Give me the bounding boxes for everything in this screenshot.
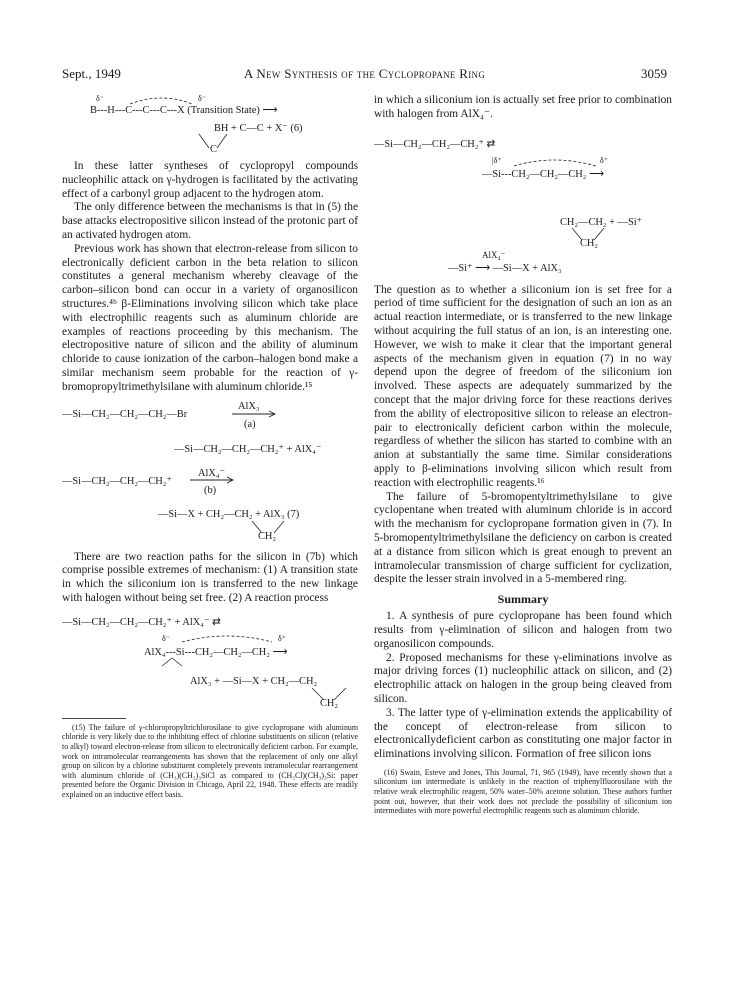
eq6-products: BH + C—C + X⁻ (6)	[214, 123, 303, 134]
eq7b-product: —Si—X + CH₂—CH₂ + AlX₃ (7)	[158, 508, 300, 520]
paragraph: in which a siliconium ion is actually set free prior to combination with halogen from AlX₄⁻.	[374, 94, 672, 120]
eq7b-reactant: —Si—CH₂—CH₂—CH₂⁺	[62, 475, 172, 487]
eq6-partial-charge-1: δ⁻	[96, 94, 104, 103]
eq7a-reagent: AlX₃	[238, 400, 260, 412]
eq6-partial-charge-2: δ⁻	[198, 94, 206, 103]
eq-siliconium-ring-ch2: CH₂	[580, 237, 599, 249]
eq-siliconium-line1: —Si—CH₂—CH₂—CH₂⁺ ⇄	[374, 138, 496, 150]
footnote-16: (16) Swain, Esteve and Jones, This Journal, 71, 965 (1949), have recently shown that a siliconium ion intermediate is unlikely in the reaction of triphenylfluorosilane with the relative weak electrophilic reagent, 50% water–50% acetone solution. These authors further point out, however, that their work does not preclude the possibility of siliconium ion intermediates with more powerful electrophilic reagents such as aluminum chloride.	[374, 767, 672, 816]
left-column	[62, 94, 358, 799]
equation-6	[62, 94, 358, 158]
paragraph: Previous work has shown that electron-release from silicon to electronically deficient carbon in the beta relation to silicon constitutes a general mechanism whereby cleavage of the carbon–silicon bond can occur in a variety of organosilicon structures.⁴ᵇ β-Eliminations involving silicon which take place with electrophilic reagents such as aluminum chloride are examples of reactions proceeding by this mechanism. The electropositive nature of silicon and the ability of aluminum chloride to cause ionization of the carbon–halogen bond make a similar mechanism seem probable for the reaction of γ-bromopropyltrimethylsilane with aluminum chloride.¹⁵	[62, 242, 358, 393]
eq6-transition-state: B---H---C---C---C---X (Transition State) ⟶	[90, 105, 278, 116]
paragraph: The only difference between the mechanisms is that in (5) the base attacks electropositive silicon instead of the protonic part of an activated hydrogen atom.	[62, 201, 358, 241]
eq-siliconium-line2: —Si---CH₂—CH₂—CH₂ ⟶	[482, 168, 604, 180]
eq6-ring-carbon: C	[210, 144, 217, 155]
eq-leveling-delta-minus: δ⁻	[162, 633, 170, 643]
eq7a-label: (a)	[244, 418, 256, 430]
eq7b-ring-ch2: CH₂	[258, 530, 277, 542]
footnote-15: (15) The failure of γ-chloropropyltrichlorosilane to give cyclopropane with aluminum chloride is very likely due to the inhibiting effect of chlorine substituents on silicon (relative to alkyl) toward electron-release from silicon to electronically deficient carbon. For example, work on intramolecular rearrangements has shown that the replacement of only one alkyl group on silicon by a chlorine substituent completely prevents intramolecular rearrangement with aluminum chloride of (CH₃)(CH₂)₃SiCl as compared to (CH₃Cl)(CH₃)₃Si: paper presented before the Organic Division in Chicago, April 22, 1948. These effects are readily explained on an inductive effect basis.	[62, 722, 358, 799]
paragraph: The question as to whether a siliconium ion is set free for a period of time sufficient for the designation of such an ion as an actual reaction intermediate, or is transferred to the new linkage without acquiring the full status of an ion, is an interesting one. However, we wish to make it clear that the important general aspects of the mechanism given in equation (7) in no way depend upon the degree of freedom of the siliconium ion involved. These aspects are adequately summarized by the concept that the major driving force for these reactions derives from the ability of electropositive silicon to release an electron-pair to electronically deficient carbon within the molecule, regardless of whether the silicon has started to combine with an anion at substantially the same time. Similar considerations apply to β-eliminations involving silicon which result from reaction with electrophilic reagents.¹⁶	[374, 283, 672, 489]
eq-leveling-line1: —Si—CH₂—CH₂—CH₂⁺ + AlX₄⁻ ⇄	[62, 616, 221, 628]
summary-item-1: 1. A synthesis of pure cyclopropane has been found which results from γ-elimination of silicon and halogen from two organosilicon compounds.	[374, 610, 672, 650]
eq-siliconium-line4: —Si⁺ ⟶ —Si—X + AlX₃	[448, 262, 562, 274]
paragraph: In these latter syntheses of cyclopropyl compounds nucleophilic attack on γ-hydrogen is facilitated by the activating effect of a carbonyl group adjacent to the hydrogen atom.	[62, 160, 358, 200]
eq7b-reagent: AlX₄⁻	[198, 467, 226, 479]
paragraph: The failure of 5-bromopentyltrimethylsilane to give cyclopentane when treated with aluminum chloride is in accord with the mechanism for cyclopropane formation given in (7). In 5-bromopentyltrimethylsilane the deficiency on carbon is created at a distance from silicon which is great enough to prevent an intramolecular transmission of charge sufficient for cyclization, despite the lesser strain involved in a 5-membered ring.	[374, 490, 672, 586]
eq-siliconium-delta-2: δ⁺	[600, 155, 608, 165]
equation-leveling	[62, 612, 358, 712]
eq7b-label: (b)	[204, 484, 217, 496]
summary-item-3: 3. The latter type of γ-elimination extends the applicability of the concept of electron-release from silicon to electronicallydeficient carbon as constituting one major factor in eliminations involving silicon. Formation of free silicon ions	[374, 706, 672, 761]
eq-leveling-ring-ch2: CH₂	[320, 697, 339, 709]
eq7a-reactant: —Si—CH₂—CH₂—CH₂—Br	[62, 408, 188, 420]
eq-leveling-delta-plus: δ⁺	[278, 633, 286, 643]
paragraph: There are two reaction paths for the silicon in (7b) which comprise possible extremes of mechanism: (1) A transition state in which the siliconium ion is transferred to the new linkage with halogen without being set free. (2) A reaction process	[62, 550, 358, 604]
eq-siliconium-line3: CH₂—CH₂ + —Si⁺	[560, 216, 643, 228]
equation-7a	[62, 401, 358, 463]
eq-leveling-line3: AlX₃ + —Si—X + CH₂—CH₂	[190, 675, 318, 687]
equation-7b	[62, 467, 358, 545]
equation-siliconium	[374, 126, 672, 276]
summary-heading: Summary	[497, 592, 549, 607]
page-number: 3059	[641, 66, 667, 81]
running-header-date: Sept., 1949	[62, 66, 121, 81]
eq-siliconium-reagent: AlX₄⁻	[482, 249, 506, 260]
running-header-title: A New Synthesis of the Cyclopropane Ring	[243, 66, 486, 81]
eq7a-product: —Si—CH₂—CH₂—CH₂⁺ + AlX₄⁻	[174, 443, 322, 455]
eq-siliconium-delta-1: |δ⁺	[492, 155, 502, 165]
footnote-rule	[62, 718, 126, 719]
right-column	[374, 94, 672, 816]
eq-leveling-line2: AlX₄---Si---CH₂—CH₂—CH₂ ⟶	[144, 646, 288, 658]
summary-item-2: 2. Proposed mechanisms for these γ-eliminations involve as major driving forces (1) nucleophilic attack on silicon, and (2) electrophilic attack on halogen in the group being cleaved from silicon.	[374, 651, 672, 705]
